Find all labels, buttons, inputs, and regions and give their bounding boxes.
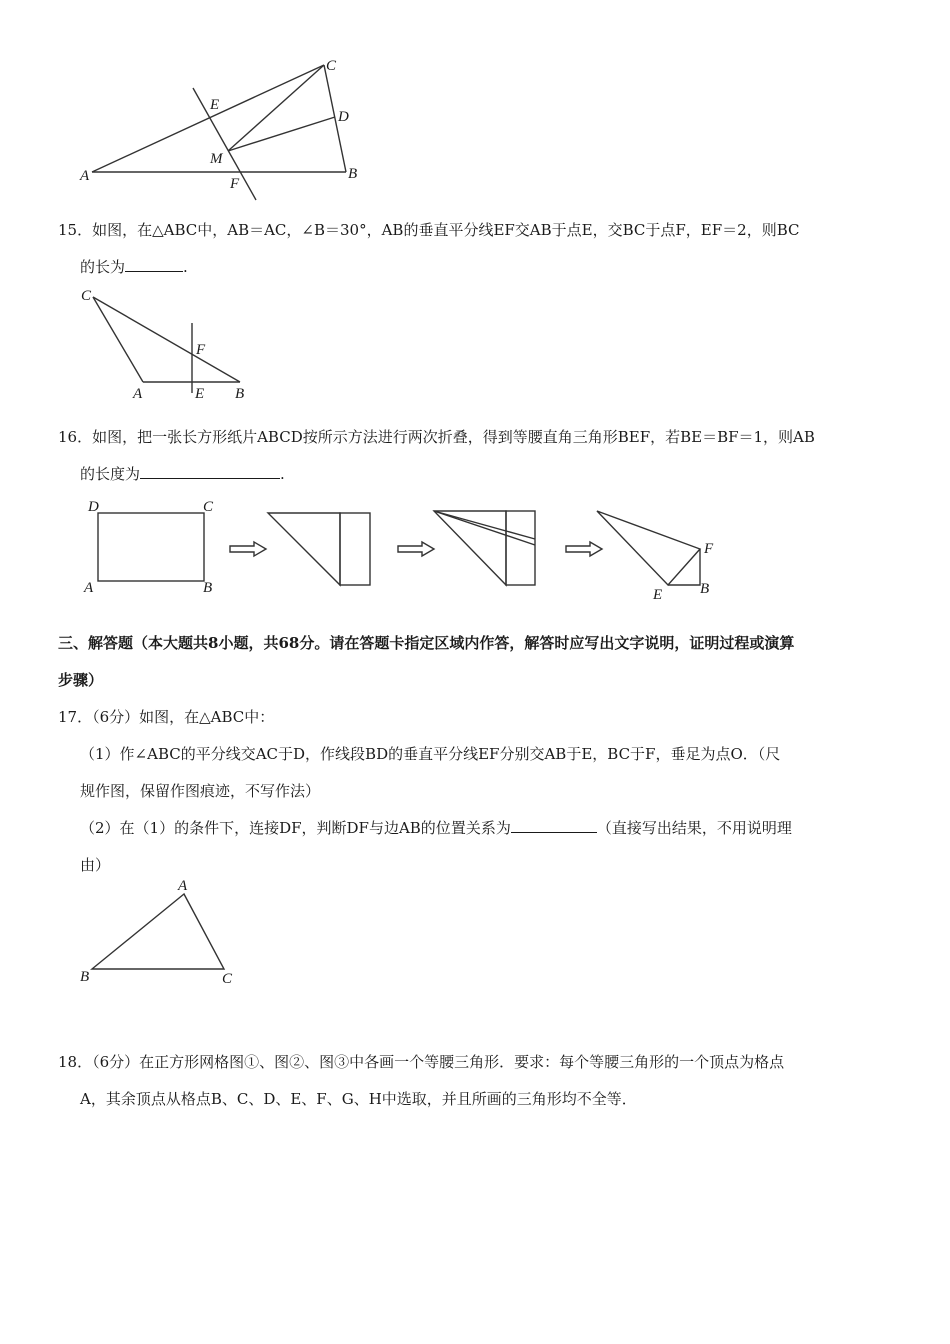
label-C: C	[326, 58, 337, 74]
folded-triangle-2	[434, 511, 506, 585]
rectangle-ABCD	[98, 513, 204, 581]
q16-line1: 如图，把一张长方形纸片ABCD按所示方法进行两次折叠，得到等腰直角三角形BEF，若BE＝BF＝1，则AB	[92, 428, 815, 446]
q17-intro: （6分）如图，在△ABC中：	[92, 708, 275, 726]
q15-line2-pre: 的长为	[80, 258, 126, 276]
folded-strip-2	[506, 511, 535, 585]
label-B: B	[80, 969, 90, 985]
figure-q16	[78, 493, 728, 608]
label-E: E	[653, 587, 663, 603]
figure-q15	[75, 283, 265, 405]
label-F: F	[704, 541, 714, 557]
label-A: A	[133, 386, 143, 402]
label-D: D	[88, 499, 99, 515]
q17-part1-line2: 规作图，保留作图痕迹，不写作法）	[80, 782, 321, 800]
folded-triangle-1	[268, 513, 340, 585]
q17-part2-pre: （2）在（1）的条件下，连接DF，判断DF与边AB的位置关系为	[80, 819, 511, 837]
fold-line-2b	[434, 511, 535, 539]
segment-CA	[93, 297, 143, 382]
label-F: F	[230, 176, 240, 192]
label-F: F	[196, 342, 206, 358]
arrow-right-icon	[566, 542, 602, 556]
label-B: B	[348, 166, 358, 182]
section-3-line2: 步骤）	[58, 671, 104, 689]
label-B: B	[700, 581, 710, 597]
q18-number: 18．	[58, 1053, 93, 1071]
q18-line2: A，其余顶点从格点B、C、D、E、F、G、H中选取，并且所画的三角形均不全等．	[80, 1090, 637, 1108]
label-E: E	[210, 97, 220, 113]
segment-MD	[228, 117, 335, 151]
segment-MC	[228, 65, 324, 151]
triangle-ABC	[92, 894, 224, 969]
label-C: C	[203, 499, 214, 515]
q16-line2-post: .	[280, 465, 285, 483]
label-C: C	[81, 288, 92, 304]
label-A: A	[80, 168, 90, 184]
label-B: B	[235, 386, 245, 402]
q16-line2-pre: 的长度为	[80, 465, 141, 483]
folded-strip-1	[340, 513, 370, 585]
label-A: A	[178, 878, 188, 894]
figure-q14	[70, 50, 380, 205]
q17-answer-blank[interactable]	[511, 817, 597, 833]
label-C: C	[222, 971, 233, 987]
section-3-line1: 三、解答题（本大题共8小题，共68分。请在答题卡指定区域内作答，解答时应写出文字说明，证明过程或演算	[58, 634, 795, 652]
q17-part2-line2: 由）	[80, 856, 111, 874]
q17-part2-post: （直接写出结果，不用说明理	[596, 819, 792, 837]
section-3-heading	[58, 625, 893, 699]
q15-answer-blank[interactable]	[125, 256, 183, 272]
segment-CB	[93, 297, 240, 382]
fold-line-2a	[434, 511, 535, 545]
q16-number: 16．	[58, 428, 93, 446]
q15-line1: 如图，在△ABC中，AB＝AC，∠B＝30°，AB的垂直平分线EF交AB于点E，交BC于点F，EF＝2，则BC	[92, 221, 800, 239]
question-17	[58, 699, 893, 884]
question-18	[58, 1044, 893, 1118]
arrow-right-icon	[230, 542, 266, 556]
q17-part1-line1: （1）作∠ABC的平分线交AC于D，作线段BD的垂直平分线EF分别交AB于E，BC于F，垂足为点O．（尺	[80, 745, 781, 763]
label-E: E	[195, 386, 205, 402]
figure-q17	[72, 872, 252, 992]
arrow-right-icon	[398, 542, 434, 556]
q15-line2-post: .	[183, 258, 188, 276]
q16-answer-blank[interactable]	[140, 463, 280, 479]
label-D: D	[338, 109, 349, 125]
question-15	[58, 212, 893, 286]
q17-number: 17．	[58, 708, 93, 726]
label-A: A	[84, 580, 94, 596]
label-B: B	[203, 580, 213, 596]
final-shape	[597, 511, 700, 585]
segment-AC	[92, 65, 324, 172]
q18-line1: （6分）在正方形网格图①、图②、图③中各画一个等腰三角形．要求：每个等腰三角形的一个顶点为格点	[92, 1053, 785, 1071]
line-EF	[193, 88, 256, 200]
q15-number: 15．	[58, 221, 93, 239]
label-M: M	[210, 151, 223, 167]
question-16	[58, 419, 893, 493]
